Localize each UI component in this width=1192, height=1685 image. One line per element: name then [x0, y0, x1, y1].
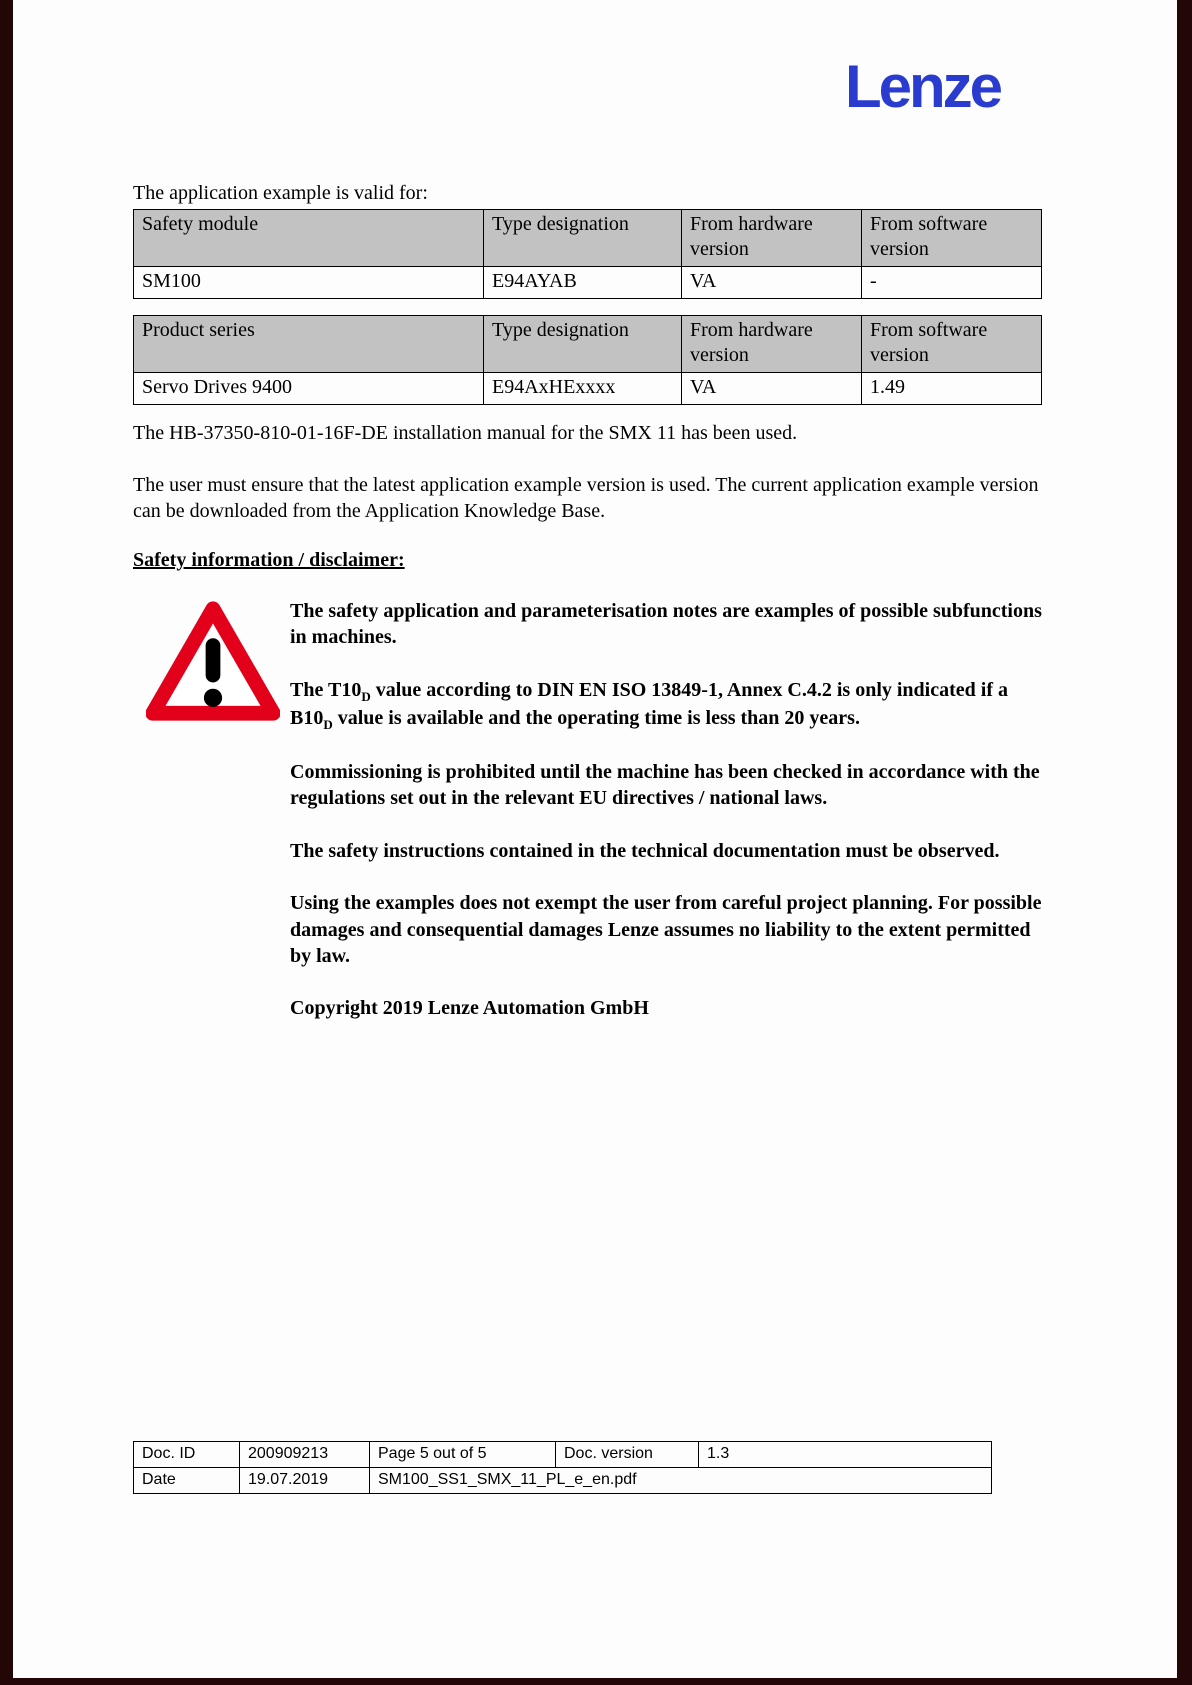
disclaimer-heading: Safety information / disclaimer: — [133, 549, 405, 571]
footer-row-doc — [134, 1442, 992, 1468]
product-series-table — [133, 315, 1042, 405]
header-hardware-version: From hardware version — [682, 210, 862, 267]
disclaimer-block — [290, 598, 1050, 1048]
table-row — [134, 267, 1042, 299]
footer-page-indicator: Page 5 out of 5 — [370, 1442, 556, 1468]
intro-line: The application example is valid for: — [133, 182, 428, 204]
years-text: value is available and the operating time is less than 20 years. — [332, 706, 860, 729]
cell-hardware-version: VA — [682, 267, 862, 299]
t10-text: The T10 — [290, 678, 362, 701]
disclaimer-paragraph-commissioning: Commissioning is prohibited until the machine has been checked in accordance with the regulations set out in the relevant EU directives / national laws. — [290, 761, 1040, 810]
footer-doc-version-value: 1.3 — [699, 1442, 992, 1468]
footer-doc-id-value: 200909213 — [240, 1442, 370, 1468]
header-safety-module: Safety module — [134, 210, 484, 267]
table-row — [134, 373, 1042, 405]
b10-text: value according to DIN EN ISO 13849-1, Annex C.4.2 is only indicated if a B10 — [290, 678, 1008, 729]
cell-safety-module: SM100 — [134, 267, 484, 299]
warning-triangle-icon — [146, 599, 280, 723]
scan-edge-bottom — [0, 1678, 1192, 1685]
paragraph-latest-version: The user must ensure that the latest application example version is used. The current application example version can be downloaded from the Application Knowledge Base. — [133, 474, 1039, 522]
footer-date-label: Date — [134, 1468, 240, 1494]
cell-hardware-version: VA — [682, 373, 862, 405]
table-header-row — [134, 210, 1042, 267]
cell-type-designation: E94AYAB — [484, 267, 682, 299]
header-software-version: From software version — [862, 210, 1042, 267]
footer-doc-version-label: Doc. version — [556, 1442, 699, 1468]
paragraph-installation-manual: The HB-37350-810-01-16F-DE installation manual for the SMX 11 has been used. — [133, 422, 798, 444]
disclaimer-paragraph-examples: The safety application and parameterisation notes are examples of possible subfunctions in machines. — [290, 600, 1042, 649]
disclaimer-paragraph-liability: Using the examples does not exempt the user from careful project planning. For possible damages and consequential damages Lenze assumes no liability to the extent permitted by law. — [290, 892, 1042, 968]
cell-software-version: 1.49 — [862, 373, 1042, 405]
footer-table — [133, 1441, 992, 1494]
footer-doc-id-label: Doc. ID — [134, 1442, 240, 1468]
scan-edge-right — [1177, 0, 1192, 1685]
header-product-series: Product series — [134, 316, 484, 373]
lenze-logo: Lenze — [845, 53, 1001, 120]
footer-row-date — [134, 1468, 992, 1494]
cell-product-series: Servo Drives 9400 — [134, 373, 484, 405]
header-hardware-version: From hardware version — [682, 316, 862, 373]
footer-date-value: 19.07.2019 — [240, 1468, 370, 1494]
safety-module-table — [133, 209, 1042, 299]
b10-subscript: D — [323, 716, 333, 732]
copyright-line: Copyright 2019 Lenze Automation GmbH — [290, 997, 649, 1020]
footer-filename: SM100_SS1_SMX_11_PL_e_en.pdf — [370, 1468, 992, 1494]
disclaimer-paragraph-t10d — [290, 677, 1050, 733]
header-software-version: From software version — [862, 316, 1042, 373]
cell-type-designation: E94AxHExxxx — [484, 373, 682, 405]
header-type-designation: Type designation — [484, 316, 682, 373]
header-type-designation: Type designation — [484, 210, 682, 267]
disclaimer-paragraph-instructions: The safety instructions contained in the technical documentation must be observed. — [290, 839, 1000, 862]
table-header-row — [134, 316, 1042, 373]
t10-subscript: D — [361, 688, 371, 704]
scan-edge-left — [0, 0, 13, 1685]
cell-software-version: - — [862, 267, 1042, 299]
